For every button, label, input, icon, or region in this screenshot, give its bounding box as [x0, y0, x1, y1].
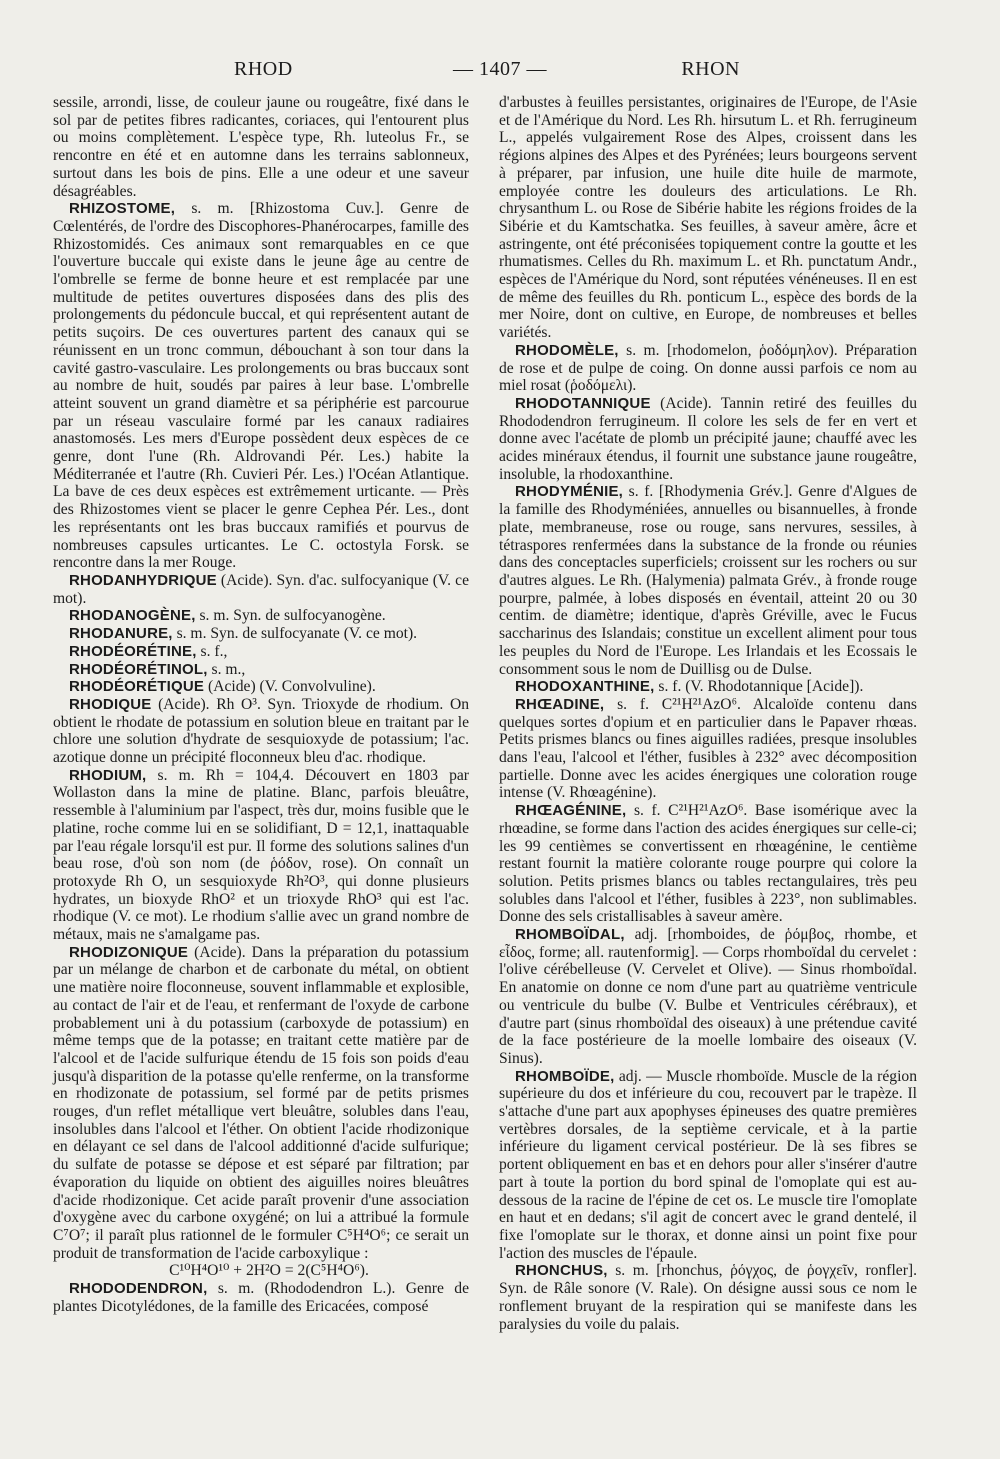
- headword: RHOMBOÏDE,: [515, 1067, 615, 1085]
- entry-text: s. m. [rhonchus, ῥόγχος, de ῥογχεῖν, ronfler]. Syn. de Râle sonore (V. Rale). On désigne aussi sous ce nom le ronflement bruyant de la respiration qui se manifeste dans les paralysies du voile du palais.: [499, 1262, 917, 1333]
- entry-text: s. m. Syn. de sulfocyanogène.: [195, 607, 386, 625]
- headword: RHŒAGÉNINE,: [515, 802, 627, 820]
- dictionary-entry: [53, 643, 469, 661]
- entry-text: s. f. [Rhodymenia Grév.]. Genre d'Algues de la famille des Rhodyméniées, annuelles ou bisannuelles, à fronde plate, membraneuse, rose ou rouge, sans nervures, sessiles, à tétraspores renfermées dans la substance de la fronde ou réunies dans des conceptacles superficiels; croissent sur les rochers ou sur d'autres algues. Le Rh. (Halymenia) palmata Grév., à fronde rouge pourpre, palmée, à lobes disposés en éventail, atteint 20 ou 30 centim. de diamètre; identique, d'après Gréville, avec le Fucus saccharinus des Islandais; constitue un excellent aliment pour tous les peuples du Nord de l'Europe. Les Irlandais et les Ecossais le consomment sous le nom de Duillisg ou de Dulse.: [499, 483, 917, 678]
- dictionary-entry: [499, 483, 917, 678]
- entry-text: s. m.,: [207, 660, 246, 678]
- right-column: [499, 94, 917, 1333]
- headword: RHODOTANNIQUE: [515, 394, 651, 412]
- entry-text: (Acide). Syn. d'ac. sulfocyanique (V. ce mot).: [53, 571, 469, 607]
- headword: RHODANHYDRIQUE: [69, 571, 217, 589]
- headword: RHODÉORÉTINE,: [69, 642, 197, 660]
- dictionary-entry: [53, 678, 469, 696]
- dictionary-entry: [53, 944, 469, 1263]
- headword: RHODOXANTHINE,: [515, 678, 655, 696]
- entry-text: s. m. [Rhizostoma Cuv.]. Genre de Cœlentérés, de l'ordre des Discophores-Phanérocarpes, famille des Rhizostomidés. Ces animaux sont remarquables en ce que l'ouverture buccale qui existe dans le jeune âge au centre de l'ombrelle se ferme de bonne heure et est remplacée par une multitude de petites ouvertures disposées dans des plis des prolongements du pédoncule buccal, et qui représentent autant de petits suçoirs. De ces ouvertures partent des canaux qui se réunissent en un tronc commun, débouchant à son tour dans la cavité gastro-vasculaire. Les prolongements ou bras buccaux sont au nombre de huit, soudés par paires à leur base. L'ombrelle atteint souvent un grand diamètre et sa périphérie est parcourue par un réseau vasculaire formé par les canaux radiaires anastomosés. Les mers d'Europe possèdent deux espèces de ce genre, dont l'une (Rh. Aldrovandi Pér. Les.) habite la Méditerranée et l'autre (Rh. Cuvieri Pér. Les.) l'Océan Atlantique. La bave de ces deux espèces est extrêmement urticante. — Près des Rhizostomes vient se placer le genre Cephea Pér. Les., dont les représentants ont les bras buccaux ramifiés et pourvus de nombreuses capsules urticantes. Le C. octostyla Forsk. se rencontre dans la mer Rouge.: [53, 200, 469, 572]
- dictionary-entry: [53, 767, 469, 944]
- dictionary-entry: [499, 696, 917, 802]
- entry-text: d'arbustes à feuilles persistantes, originaires de l'Europe, de l'Asie et de l'Amérique du Nord. Les Rh. hirsutum L. et Rh. ferrugineum L., appelés vulgairement Rose des Alpes, croissent dans les régions alpines des Alpes et des Pyrénées; leurs bourgeons servent à préparer, par infusion, une huile dite huile de marmote, employée contre les douleurs des articulations. Le Rh. chrysanthum L. ou Rose de Sibérie habite les régions froides de la Sibérie et du Kamtschatka. Ses feuilles, à saveur amère, âcre et astringente, ont été préconisées topiquement contre la goutte et les rhumatismes. Celles du Rh. maximum L. et Rh. punctatum Andr., espèces de l'Amérique du Nord, sont réputées vénéneuses. Il en est de même des feuilles du Rh. ponticum L., espèce des bords de la mer Noire, dont on cultive, en Europe, de nombreuses et belles variétés.: [499, 94, 917, 342]
- headword: RHODODENDRON,: [69, 1280, 208, 1298]
- entry-text: s. m. Rh = 104,4. Découvert en 1803 par Wollaston dans la mine de platine. Blanc, parfois bleuâtre, ressemble à l'aluminium par l'aspect, très dur, moins fusible que le platine, roche comme lui en se solidifiant, D = 12,1, inattaquable par l'eau régale lorsqu'il est pur. Il forme des solutions salines d'un beau rose, d'où son nom (de ῥόδον, rose). On connaît un protoxyde Rh O, un sesquioxyde Rh²O³, qui donne plusieurs hydrates, un bioxyde RhO² et un trioxyde RhO³ qui est l'ac. rhodique (V. ce mot). Le rhodium s'allie avec un grand nombre de métaux, mais ne s'amalgame pas.: [53, 766, 469, 944]
- dictionary-entry: [53, 661, 469, 679]
- entry-continuation: [53, 94, 469, 200]
- headword: RHŒADINE,: [515, 695, 605, 713]
- headword: RHODANOGÈNE,: [69, 607, 196, 625]
- headword: RHODANURE,: [69, 625, 173, 643]
- headword: RHODIQUE: [69, 695, 152, 713]
- entry-text: (Acide). Rh O³. Syn. Trioxyde de rhodium. On obtient le rhodate de potassium en solution bleue en traitant par le chlore une solution d'hydrate de sesquioxyde de potassium; l'ac. azotique donne un précipité floconneux bleu d'ac. rhodique.: [53, 695, 469, 767]
- entry-text: (Acide). Tannin retiré des feuilles du Rhododendron ferrugineum. Il colore les sels de fer en vert et donne avec l'acétate de plomb un précipité jaune; chauffé avec les acides minéraux étendus, il fournit une substance jaune rougeâtre, insoluble, la rhodoxanthine.: [499, 394, 917, 483]
- dictionary-entry: [53, 607, 469, 625]
- dictionary-entry: [499, 1068, 917, 1263]
- entry-text: s. f. C²¹H²¹AzO⁶. Base isomérique avec la rhœadine, se forme dans l'action des acides énergiques sur celle-ci; les 99 centièmes se convertissent en rhœagénine, le centième restant fournit la matière colorante rouge pourpre qui colore la solution. Petits prismes blancs ou tables rectangulaires, très peu solubles dans l'alcool et l'éther, fusibles à 223°, non sublimables. Donne des sels cristallisables à saveur amère.: [499, 802, 917, 926]
- dictionary-entry: [499, 395, 917, 484]
- headword: RHOMBOÏDAL,: [515, 926, 625, 944]
- entry-text: s. m. Syn. de sulfocyanate (V. ce mot).: [172, 625, 418, 643]
- dictionary-entry: [53, 200, 469, 572]
- headword: RHODYMÉNIE,: [515, 483, 624, 501]
- entry-text: (Acide). Dans la préparation du potassium par un mélange de charbon et de carbonate du métal, on obtient une matière noire floconneuse, souvent inflammable et explosible, au contact de l'air et de l'eau, et renfermant de l'oxyde de carbone probablement uni à du potassium (carboxyde de potassium) en même temps que de la potasse; en traitant cette matière par de l'alcool et de l'acide sulfurique étendu de 15 fois son poids d'eau jusqu'à disparition de la potasse qu'elle renferme, on la transforme en rhodizonate de potassium, sel formé par de petits prismes rouges, d'un reflet métallique vert bleuâtre, solubles dans l'eau, insolubles dans l'alcool et l'éther. On obtient l'acide rhodizonique en délayant ce sel dans de l'alcool additionné d'acide sulfurique; du sulfate de potasse se dépose et est séparé par filtration; par évaporation du liquide on obtient des aiguilles noires bleuâtres d'acide rhodizonique. Cet acide paraît provenir d'une association d'oxygène avec du carbone oxygéné; on lui a attribué la formule C⁷O⁷; il paraît plus rationnel de le formuler C⁵H⁴O⁶; ce serait un produit de transformation de l'acide carboxylique :: [53, 943, 469, 1262]
- dictionary-entry: [499, 926, 917, 1068]
- dictionary-entry: [499, 342, 917, 395]
- headword: RHODÉORÉTINOL,: [69, 660, 208, 678]
- dictionary-entry: [499, 678, 917, 696]
- headword: RHIZOSTOME,: [69, 200, 176, 218]
- entry-text: s. f.,: [196, 642, 228, 660]
- entry-text: (Acide) (V. Convolvuline).: [204, 678, 376, 696]
- entry-text: s. m. [rhodomelon, ῥοδόμηλον). Préparation de rose et de pulpe de coing. On donne aussi parfois ce nom au miel rosat (ῥοδόμελι).: [499, 341, 917, 395]
- headword: RHONCHUS,: [515, 1262, 608, 1280]
- headword: RHODIZONIQUE: [69, 943, 189, 961]
- dictionary-entry: [499, 802, 917, 926]
- entry-text: adj. — Muscle rhomboïde. Muscle de la région supérieure du dos et inférieure du cou, recouvert par le trapèze. Il s'attache d'une part aux apophyses épineuses des quatre premières vertèbres dorsales, de la septième cervicale, et à la partie inférieure du ligament cervical postérieur. De là ses fibres se portent obliquement en bas et en dehors pour aller s'insérer d'autre part à toute la portion du bord spinal de l'omoplate qui est au-dessous de la racine de l'épine de cet os. Le muscle tire l'omoplate en haut et en dedans; s'il agit de concert avec le grand dentelé, il fixe l'omoplate sur le thorax, et donne ainsi un point fixe pour l'action des muscles de l'épaule.: [499, 1067, 917, 1262]
- entry-text: adj. [rhomboides, de ῥόμβος, rhombe, et εἶδος, forme; all. rautenformig]. — Corps rhomboïdal du cervelet : l'olive cérébelleuse (V. Cervelet et Olive). — Sinus rhomboïdal. En anatomie on donne ce nom d'une part au quatrième ventricule ou ventricule du bulbe (V. Bulbe et Ventricules cérébraux), et d'autre part (sinus rhomboïdal des oiseaux) à une prétendue cavité de la face postérieure de la moelle lombaire des oiseaux (V. Sinus).: [499, 926, 917, 1067]
- headword: RHODÉORÉTIQUE: [69, 678, 205, 696]
- entry-text: s. f. (V. Rhodotannique [Acide]).: [654, 678, 864, 696]
- entry-continuation: [499, 94, 917, 342]
- headword: RHODIUM,: [69, 766, 147, 784]
- dictionary-entry: [499, 1262, 917, 1333]
- entry-text: s. m. (Rhododendron L.). Genre de plantes Dicotylédones, de la famille des Ericacées, composé: [53, 1280, 469, 1315]
- headword: RHODOMÈLE,: [515, 341, 619, 359]
- dictionary-entry: [53, 625, 469, 643]
- dictionary-entry: [53, 572, 469, 607]
- dictionary-entry: [53, 696, 469, 767]
- page-number: — 1407 —: [453, 58, 547, 80]
- entry-text: C¹⁰H⁴O¹⁰ + 2H²O = 2(C⁵H⁴O⁶).: [169, 1262, 369, 1280]
- entry-text: s. f. C²¹H²¹AzO⁶. Alcaloïde contenu dans quelques sortes d'opium et en particulier dans le Papaver rhœas. Petits prismes blancs ou fines aiguilles radiées, presque insolubles dans l'eau, l'alcool et l'éther, fusibles à 232° avec décomposition partielle. Donne avec les acides énergiques une coloration rouge intense (V. Rhœagénine).: [499, 695, 917, 802]
- chemical-formula: [53, 1262, 469, 1280]
- dictionary-entry: [53, 1280, 469, 1315]
- header-left-guideword: RHOD: [234, 58, 293, 80]
- header-right-guideword: RHON: [681, 58, 740, 80]
- entry-text: sessile, arrondi, lisse, de couleur jaune ou rougeâtre, fixé dans le sol par de petites fibres radicantes, coriaces, qui l'entourent plus ou moins complètement. L'espèce type, Rh. luteolus Fr., se rencontre en été et en automne dans les terrains sablonneux, surtout dans les bois de pins. Elle a une odeur et une saveur désagréables.: [53, 94, 469, 200]
- running-header: [52, 58, 948, 86]
- left-column: [53, 94, 469, 1316]
